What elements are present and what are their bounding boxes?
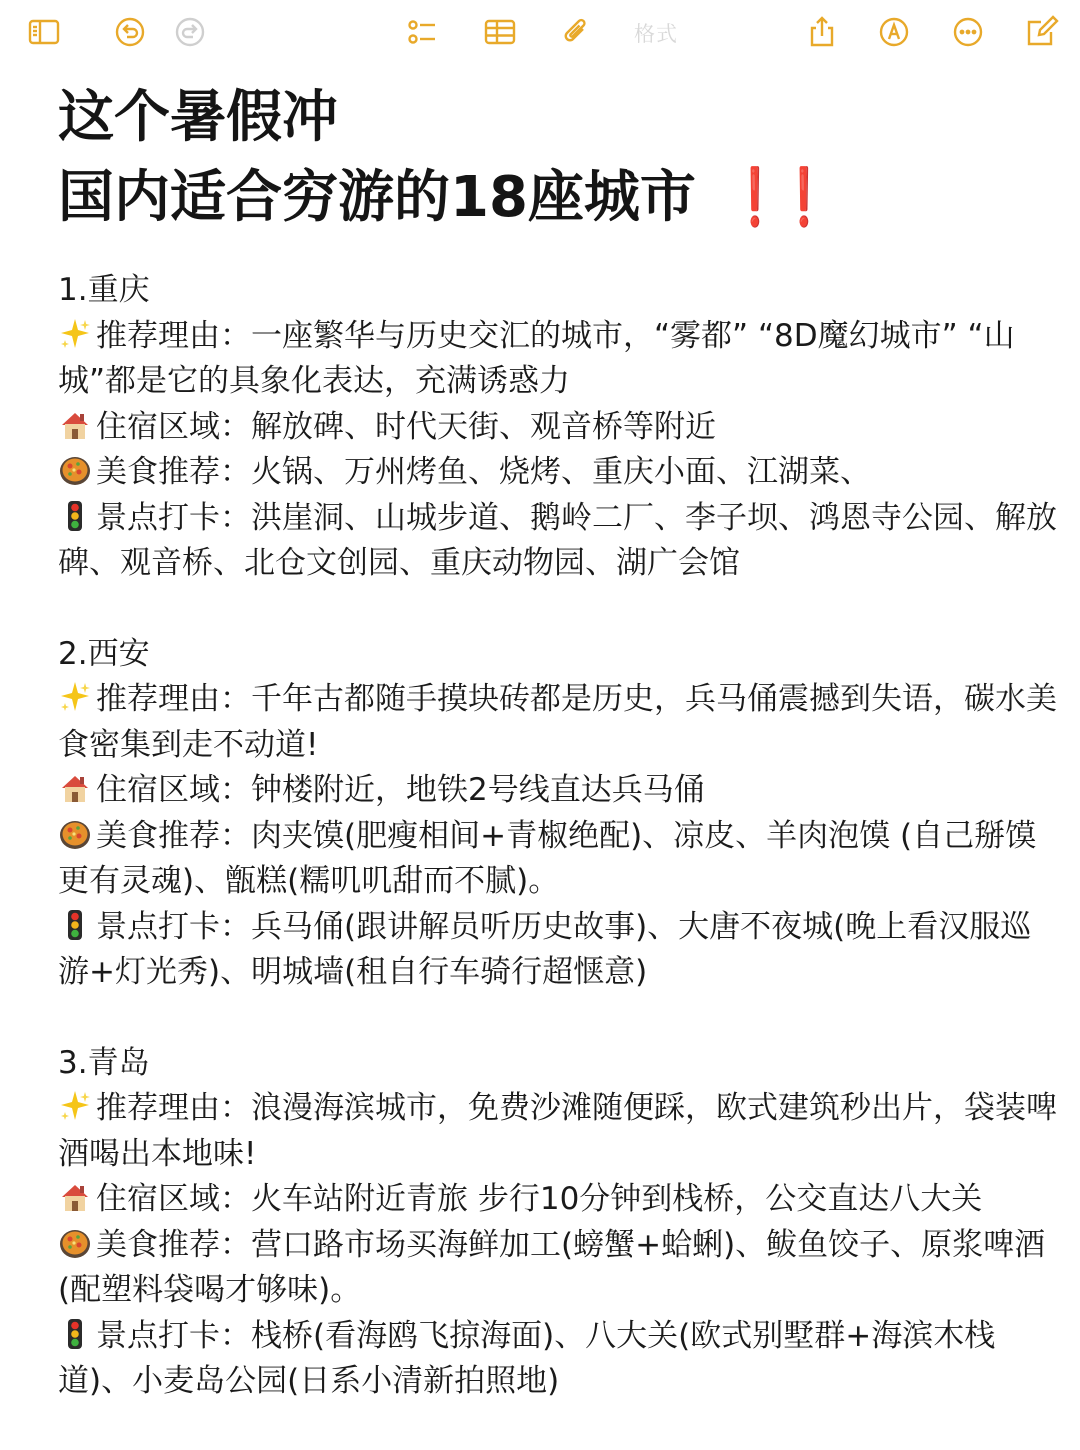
reason-paragraph — [58, 1086, 1058, 1177]
house-icon — [58, 771, 92, 805]
checklist-icon[interactable] — [404, 14, 440, 50]
reason-paragraph — [58, 677, 1058, 768]
exclamation-icon: ❗❗ — [730, 165, 829, 230]
reason-label: 推荐理由： — [96, 681, 251, 717]
stay-text: 解放碑、时代天街、观音桥等附近 — [251, 408, 716, 445]
stay-paragraph — [58, 1177, 1058, 1223]
spots-paragraph — [58, 905, 1058, 996]
reason-paragraph — [58, 314, 1058, 405]
city-section — [58, 1041, 1058, 1405]
spots-text: 洪崖洞、山城步道、鹅岭二厂、李子坝、鸿恩寺公园、解放碑、观音桥、北仓文创园、重庆动物园、湖广会馆 — [58, 499, 1057, 581]
food-label: 美食推荐： — [96, 454, 251, 490]
food-label: 美食推荐： — [96, 1226, 251, 1263]
share-icon[interactable] — [804, 14, 840, 50]
note-sections — [58, 268, 1058, 1405]
stay-label: 住宿区域： — [96, 408, 251, 445]
city-heading: 3.青岛 — [58, 1044, 150, 1081]
stay-label: 住宿区域： — [96, 1181, 251, 1217]
food-text: 火锅、万州烤鱼、烧烤、重庆小面、江湖菜、 — [251, 454, 871, 490]
note-title-line1: 这个暑假冲 — [58, 85, 338, 150]
note-title-line2: 国内适合穷游的18座城市 ❗❗ — [58, 158, 1058, 238]
sparkles-icon — [58, 317, 92, 351]
food-paragraph — [58, 450, 1058, 496]
stay-paragraph — [58, 768, 1058, 814]
food-paragraph — [58, 1223, 1058, 1314]
stay-paragraph — [58, 405, 1058, 451]
house-icon — [58, 408, 92, 442]
reason-text: 千年古都随手摸块砖都是历史，兵马俑震撼到失语，碳水美食密集到走不动道! — [58, 681, 1057, 763]
redo-icon[interactable] — [172, 14, 208, 50]
reason-label: 推荐理由： — [96, 317, 251, 354]
paella-icon — [58, 1226, 92, 1260]
reason-text: 一座繁华与历史交汇的城市，“雾都” “8D魔幻城市” “山城”都是它的具象化表达，充满诱惑力 — [58, 317, 1015, 399]
house-icon — [58, 1180, 92, 1214]
sparkles-icon — [58, 680, 92, 714]
spots-paragraph — [58, 496, 1058, 587]
stay-text: 火车站附近青旅 步行10分钟到栈桥，公交直达八大关 — [251, 1181, 983, 1217]
city-heading: 2.西安 — [58, 635, 150, 672]
traffic-light-icon — [58, 1317, 92, 1351]
undo-icon[interactable] — [112, 14, 148, 50]
food-paragraph — [58, 814, 1058, 905]
traffic-light-icon — [58, 499, 92, 533]
paella-icon — [58, 453, 92, 487]
reason-label: 推荐理由： — [96, 1090, 251, 1126]
city-section — [58, 268, 1058, 587]
reason-text: 浪漫海滨城市，免费沙滩随便踩，欧式建筑秒出片，袋装啤酒喝出本地味! — [58, 1090, 1057, 1172]
markup-icon[interactable] — [876, 14, 912, 50]
attachment-icon[interactable] — [558, 14, 594, 50]
note-toolbar — [0, 0, 1080, 66]
stay-label: 住宿区域： — [96, 772, 251, 808]
stay-text: 钟楼附近，地铁2号线直达兵马俑 — [251, 772, 705, 808]
sparkles-icon — [58, 1089, 92, 1123]
paella-icon — [58, 817, 92, 851]
table-icon[interactable] — [482, 14, 518, 50]
food-text: 肉夹馍(肥瘦相间+青椒绝配)、凉皮、羊肉泡馍 (自己掰馍更有灵魂)、甑糕(糯叽叽甜而不腻)。 — [58, 817, 1037, 899]
compose-icon[interactable] — [1024, 14, 1060, 50]
more-icon[interactable] — [950, 14, 986, 50]
note-body[interactable] — [58, 78, 1058, 1450]
spots-label: 景点打卡： — [96, 1317, 251, 1354]
spots-paragraph — [58, 1314, 1058, 1405]
spots-text: 兵马俑(跟讲解员听历史故事)、大唐不夜城(晚上看汉服巡游+灯光秀)、明城墙(租自行车骑行超惬意) — [58, 908, 1032, 990]
sidebar-icon[interactable] — [26, 14, 62, 50]
traffic-light-icon — [58, 908, 92, 942]
spots-label: 景点打卡： — [96, 499, 251, 536]
city-heading: 1.重庆 — [58, 272, 150, 308]
food-text: 营口路市场买海鲜加工(螃蟹+蛤蜊)、鲅鱼饺子、原浆啤酒(配塑料袋喝才够味)。 — [58, 1226, 1046, 1308]
food-label: 美食推荐： — [96, 817, 251, 854]
format-button[interactable]: 格式 — [634, 22, 678, 46]
spots-label: 景点打卡： — [96, 908, 251, 945]
spots-text: 栈桥(看海鸥飞掠海面)、八大关(欧式别墅群+海滨木栈道)、小麦岛公园(日系小清新拍照地) — [58, 1317, 996, 1399]
city-section — [58, 632, 1058, 996]
